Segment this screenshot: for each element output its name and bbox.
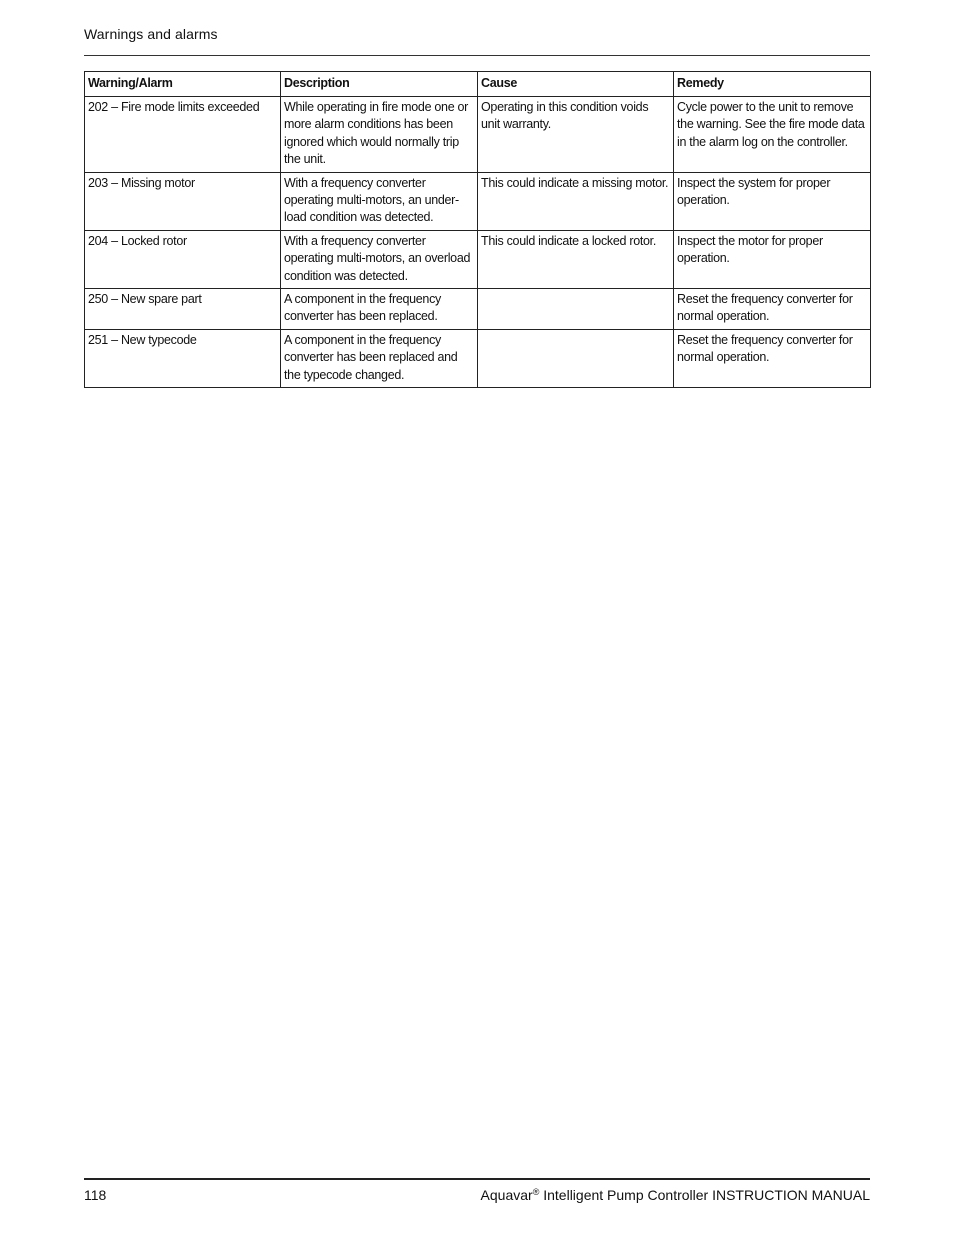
table-row: [85, 172, 871, 230]
cell-code: 204 – Locked rotor: [85, 230, 281, 288]
table-header-row: [85, 72, 871, 97]
cell-code: 203 – Missing motor: [85, 172, 281, 230]
manual-title: [481, 1187, 870, 1203]
cell-description: While operating in fire mode one or more alarm conditions has been ignored which would normally trip the unit.: [281, 97, 478, 173]
cell-description: A component in the frequency converter has been replaced.: [281, 289, 478, 330]
table-row: [85, 230, 871, 288]
cell-code: 250 – New spare part: [85, 289, 281, 330]
cell-cause: Operating in this condition voids unit warranty.: [478, 97, 674, 173]
section-title: Warnings and alarms: [84, 26, 218, 42]
cell-description: With a frequency converter operating multi-motors, an overload condition was detected.: [281, 230, 478, 288]
table-row: [85, 289, 871, 330]
cell-remedy: Inspect the system for proper operation.: [674, 172, 871, 230]
column-header-remedy: Remedy: [674, 72, 871, 97]
table-row: [85, 97, 871, 173]
column-header-warning-alarm: Warning/Alarm: [85, 72, 281, 97]
cell-cause: This could indicate a locked rotor.: [478, 230, 674, 288]
cell-remedy: Cycle power to the unit to remove the warning. See the fire mode data in the alarm log on the controller.: [674, 97, 871, 173]
column-header-description: Description: [281, 72, 478, 97]
manual-title-rest: Intelligent Pump Controller INSTRUCTION MANUAL: [539, 1187, 870, 1203]
cell-code: 202 – Fire mode limits exceeded: [85, 97, 281, 173]
brand-name: Aquavar: [480, 1187, 533, 1203]
cell-description: A component in the frequency converter has been replaced and the typecode changed.: [281, 329, 478, 387]
cell-cause: This could indicate a missing motor.: [478, 172, 674, 230]
cell-description: With a frequency converter operating multi-motors, an under-load condition was detected.: [281, 172, 478, 230]
footer-divider: [84, 1178, 870, 1180]
cell-remedy: Reset the frequency converter for normal operation.: [674, 329, 871, 387]
cell-code: 251 – New typecode: [85, 329, 281, 387]
cell-remedy: Reset the frequency converter for normal operation.: [674, 289, 871, 330]
warnings-alarms-table: [84, 71, 871, 388]
column-header-cause: Cause: [478, 72, 674, 97]
header-divider: [84, 55, 870, 56]
cell-cause: [478, 289, 674, 330]
table-row: [85, 329, 871, 387]
cell-cause: [478, 329, 674, 387]
page-number: 118: [84, 1187, 107, 1203]
registered-mark: ®: [532, 1187, 540, 1197]
cell-remedy: Inspect the motor for proper operation.: [674, 230, 871, 288]
